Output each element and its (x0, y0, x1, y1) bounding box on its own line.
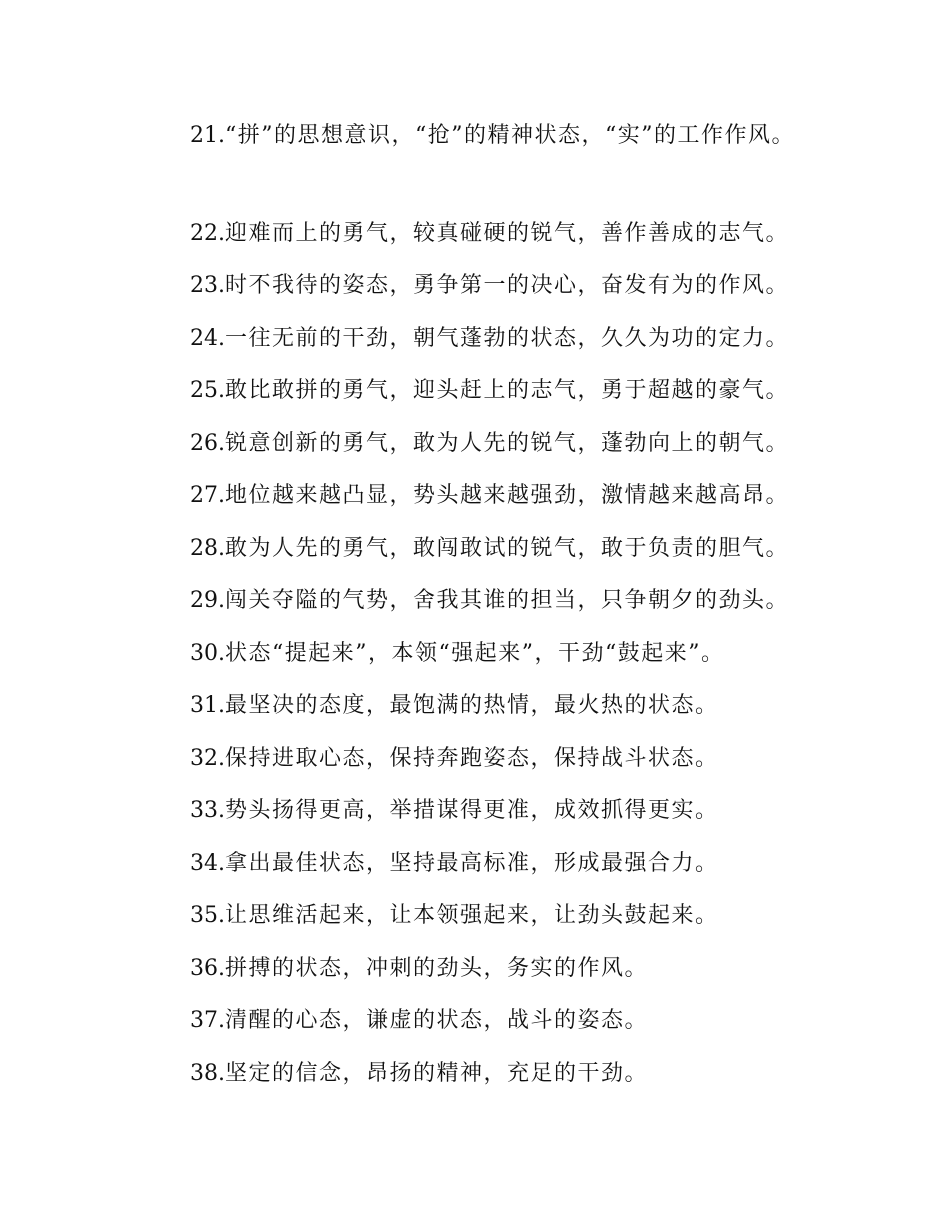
item-number: 26. (190, 431, 225, 456)
item-text: 时不我待的姿态，勇争第一的决心，奋发有为的作风。 (225, 273, 790, 298)
list-item (140, 842, 812, 885)
list-item (140, 474, 812, 517)
item-text: “拼”的思想意识，“抢”的精神状态，“实”的工作作风。 (225, 123, 795, 148)
list-item (140, 737, 812, 780)
item-text: 清醒的心态，谦虚的状态，战斗的姿态。 (225, 1008, 649, 1033)
item-number: 28. (190, 536, 225, 561)
item-number: 22. (190, 221, 225, 246)
item-number: 23. (190, 273, 225, 298)
item-text: 让思维活起来，让本领强起来，让劲头鼓起来。 (225, 903, 719, 928)
item-number: 29. (190, 588, 225, 613)
item-text: 锐意创新的勇气，敢为人先的锐气，蓬勃向上的朝气。 (225, 431, 790, 456)
list-item (140, 212, 812, 255)
item-number: 27. (190, 483, 225, 508)
item-text: 拼搏的状态，冲刺的劲头，务实的作风。 (225, 956, 649, 981)
item-number: 37. (190, 1008, 225, 1033)
item-number: 33. (190, 798, 225, 823)
item-number: 36. (190, 956, 225, 981)
list-item (140, 684, 812, 727)
list-item (140, 789, 812, 832)
item-text: 拿出最佳状态，坚持最高标准，形成最强合力。 (225, 851, 719, 876)
item-number: 31. (190, 693, 225, 718)
item-text: 状态“提起来”，本领“强起来”，干劲“鼓起来”。 (225, 641, 725, 666)
list-item (140, 1052, 812, 1095)
item-text: 迎难而上的勇气，较真碰硬的锐气，善作善成的志气。 (225, 221, 790, 246)
list-item (140, 947, 812, 990)
item-number: 30. (190, 641, 225, 666)
list-item (140, 369, 812, 412)
list-item (140, 114, 812, 157)
item-text: 敢比敢拼的勇气，迎头赶上的志气，勇于超越的豪气。 (225, 378, 790, 403)
item-text: 最坚决的态度，最饱满的热情，最火热的状态。 (225, 693, 719, 718)
list-item (140, 632, 812, 675)
item-text: 地位越来越凸显，势头越来越强劲，激情越来越高昂。 (225, 483, 790, 508)
list-item (140, 317, 812, 360)
list-item (140, 422, 812, 465)
item-number: 38. (190, 1061, 225, 1086)
item-number: 25. (190, 378, 225, 403)
item-number: 21. (190, 123, 225, 148)
item-text: 保持进取心态，保持奔跑姿态，保持战斗状态。 (225, 746, 719, 771)
item-number: 34. (190, 851, 225, 876)
item-text: 势头扬得更高，举措谋得更准，成效抓得更实。 (225, 798, 719, 823)
item-text: 一往无前的干劲，朝气蓬勃的状态，久久为功的定力。 (225, 326, 790, 351)
list-item (140, 579, 812, 622)
item-text: 坚定的信念，昂扬的精神，充足的干劲。 (225, 1061, 649, 1086)
list-item (140, 999, 812, 1042)
item-number: 35. (190, 903, 225, 928)
item-number: 32. (190, 746, 225, 771)
list-item (140, 264, 812, 307)
list-item (140, 527, 812, 570)
item-text: 敢为人先的勇气，敢闯敢试的锐气，敢于负责的胆气。 (225, 536, 790, 561)
list-item (140, 894, 812, 937)
item-text: 闯关夺隘的气势，舍我其谁的担当，只争朝夕的劲头。 (225, 588, 790, 613)
item-number: 24. (190, 326, 225, 351)
